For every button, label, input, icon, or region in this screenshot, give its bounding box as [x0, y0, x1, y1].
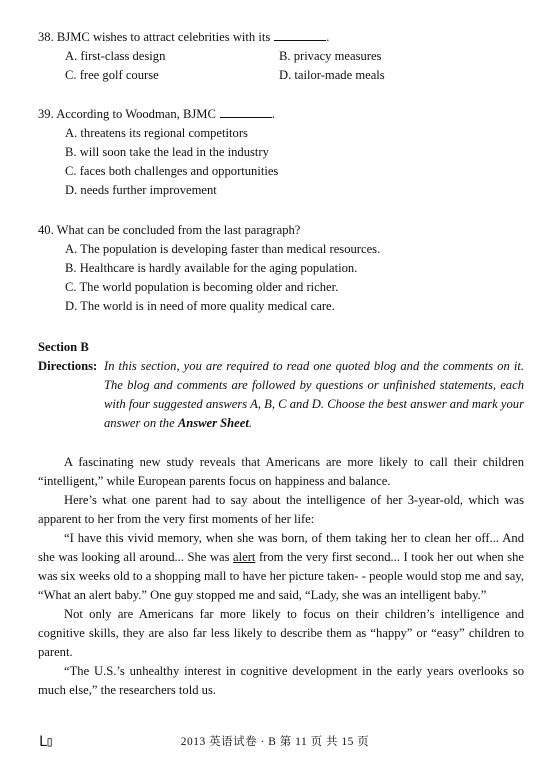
option-a: A. threatens its regional competitors	[65, 126, 248, 140]
section-title: Section B	[38, 340, 89, 354]
question-stem: 38. BJMC wishes to attract celebrities with its .	[38, 30, 330, 44]
question-38	[38, 28, 518, 85]
option-b: B. Healthcare is hardly available for the aging population.	[65, 261, 358, 275]
page-footer	[0, 733, 550, 753]
underlined-word: alert	[233, 550, 256, 564]
question-stem-text: 38. BJMC wishes to attract celebrities with its	[38, 30, 271, 44]
question-stem: 39. According to Woodman, BJMC .	[38, 107, 276, 121]
answer-blank	[274, 28, 326, 41]
question-stem-text: 39. According to Woodman, BJMC	[38, 107, 216, 121]
paragraph-3-part-2: from the very first second... I took her out when she was six weeks old to a shopping mall to have her picture taken- - people would stop me and say, “What an alert baby.” One guy stopped me and said, “Lady, she was an intelligent baby.”	[38, 550, 524, 602]
paragraph-4: Not only are Americans far more likely to focus on their children’s intelligence and cognitive skills, they are also far less likely to describe them as “happy” or “easy” children to parent.	[38, 607, 524, 659]
paragraph-5: “The U.S.’s unhealthy interest in cognitive development in the early years overlooks so much else,” the researchers told us.	[38, 664, 524, 697]
options	[38, 124, 518, 200]
option-d: D. tailor-made meals	[279, 68, 385, 82]
question-stem: 40. What can be concluded from the last paragraph?	[38, 223, 301, 237]
option-c: C. The world population is becoming older and richer.	[65, 280, 339, 294]
option-a: A. The population is developing faster than medical resources.	[65, 242, 381, 256]
option-c: C. faces both challenges and opportunities	[65, 164, 279, 178]
option-b: B. will soon take the lead in the industry	[65, 145, 269, 159]
directions-body: In this section, you are required to read one quoted blog and the comments on it. The blog and comments are followed by questions or unfinished statements, each with four suggested answers A, B, C and D. Choose the best answer and mark your answer on the	[104, 359, 524, 430]
option-a: A. first-class design	[65, 49, 166, 63]
footer-text: 2013 英语试卷 · B 第 11 页 共 15 页	[180, 736, 370, 748]
directions-label: Directions:	[38, 359, 98, 373]
answer-sheet-term: Answer Sheet	[177, 416, 249, 430]
footer-mark: L▯	[39, 734, 52, 750]
passage	[38, 453, 524, 700]
directions	[38, 357, 524, 433]
directions-end: .	[248, 416, 253, 430]
directions-text	[104, 357, 524, 433]
option-b: B. privacy measures	[279, 49, 382, 63]
option-d: D. needs further improvement	[65, 183, 217, 197]
option-c: C. free golf course	[65, 68, 159, 82]
paragraph-2: Here’s what one parent had to say about the intelligence of her 3-year-old, which was apparent to her from the very first moments of her life:	[38, 493, 524, 526]
question-40	[38, 221, 518, 316]
options	[38, 47, 518, 85]
options	[38, 240, 518, 316]
answer-blank	[220, 105, 272, 118]
paragraph-3	[38, 529, 524, 605]
option-d: D. The world is in need of more quality medical care.	[65, 299, 335, 313]
paragraph-1: A fascinating new study reveals that Americans are more likely to call their children “intelligent,” while European parents focus on happiness and balance.	[38, 455, 524, 488]
question-39	[38, 105, 518, 200]
paragraph-3-part-1: “I have this vivid memory, when she was born, of them taking her to clean her off... And she was looking all around... She was	[38, 531, 524, 564]
